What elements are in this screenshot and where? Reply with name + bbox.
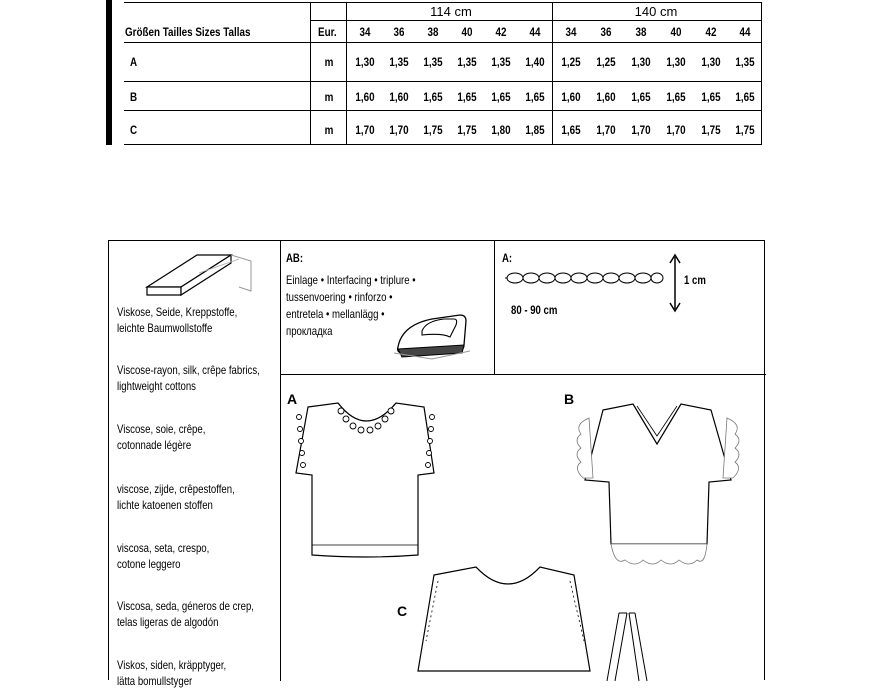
size-cell: 38 bbox=[635, 25, 647, 39]
value-cell: 1,35 bbox=[735, 55, 755, 69]
value-cell: 1,35 bbox=[491, 55, 511, 69]
rule bbox=[124, 2, 762, 3]
fabric-sv: Viskos, siden, kräpptyger, bbox=[117, 658, 227, 672]
fabric-en: lightweight cottons bbox=[117, 379, 196, 393]
trim-length: 80 - 90 cm bbox=[511, 303, 558, 317]
value-cell: 1,30 bbox=[701, 55, 721, 69]
size-cell: 36 bbox=[600, 25, 612, 39]
interfacing-line: прокладка bbox=[286, 324, 333, 338]
fabric-es: telas ligeras de algodón bbox=[117, 615, 219, 629]
value-cell: 1,35 bbox=[423, 55, 443, 69]
size-cell: 40 bbox=[461, 25, 473, 39]
value-cell: 1,65 bbox=[631, 90, 651, 104]
divider bbox=[280, 374, 766, 375]
fabric-fr: cotonnade légère bbox=[117, 438, 192, 452]
interfacing-line: tussenvoering • rinforzo • bbox=[286, 290, 393, 304]
value-cell: 1,25 bbox=[561, 55, 581, 69]
value-cell: 1,75 bbox=[423, 123, 443, 137]
divider bbox=[494, 241, 495, 374]
value-cell: 1,65 bbox=[457, 90, 477, 104]
fabric-es: Viscosa, seda, géneros de crep, bbox=[117, 599, 254, 613]
value-cell: 1,65 bbox=[423, 90, 443, 104]
size-cell: 42 bbox=[495, 25, 507, 39]
value-cell: 1,60 bbox=[596, 90, 616, 104]
rule bbox=[346, 2, 347, 144]
value-cell: 1,30 bbox=[631, 55, 651, 69]
value-cell: 1,70 bbox=[631, 123, 651, 137]
value-cell: 1,60 bbox=[355, 90, 375, 104]
interfacing-label: AB: bbox=[286, 251, 304, 265]
view-b-label: B bbox=[564, 391, 575, 407]
value-cell: 1,65 bbox=[525, 90, 545, 104]
size-cell: 44 bbox=[739, 25, 751, 39]
view-a-top-illustration bbox=[286, 399, 446, 565]
materials-panel bbox=[108, 240, 765, 688]
size-cell: 44 bbox=[529, 25, 541, 39]
size-cell: 34 bbox=[565, 25, 577, 39]
size-cell: 38 bbox=[427, 25, 439, 39]
height-arrow-icon bbox=[668, 253, 682, 313]
yardage-table bbox=[106, 0, 762, 145]
fabric-nl: viscose, zijde, crêpestoffen, bbox=[117, 482, 235, 496]
value-cell: 1,35 bbox=[457, 55, 477, 69]
unit-cell: m bbox=[324, 90, 334, 104]
value-cell: 1,65 bbox=[491, 90, 511, 104]
rule bbox=[552, 2, 553, 144]
eur-label: Eur. bbox=[318, 25, 337, 39]
size-cell: 34 bbox=[359, 25, 371, 39]
value-cell: 1,65 bbox=[701, 90, 721, 104]
rule bbox=[124, 110, 762, 111]
sizes-header: Größen Tailles Sizes Tallas bbox=[125, 25, 251, 39]
value-cell: 1,75 bbox=[457, 123, 477, 137]
divider bbox=[280, 241, 281, 681]
fabric-de: Viskose, Seide, Kreppstoffe, bbox=[117, 305, 238, 319]
value-cell: 1,80 bbox=[491, 123, 511, 137]
trim-label: A: bbox=[502, 251, 513, 265]
value-cell: 1,70 bbox=[596, 123, 616, 137]
iron-icon bbox=[392, 307, 472, 361]
fabric-de: leichte Baumwollstoffe bbox=[117, 321, 213, 335]
fabric-fr: Viscose, soie, crêpe, bbox=[117, 422, 206, 436]
size-cell: 40 bbox=[670, 25, 682, 39]
value-cell: 1,30 bbox=[355, 55, 375, 69]
rule bbox=[761, 2, 762, 144]
fabric-en: Viscose-rayon, silk, crêpe fabrics, bbox=[117, 363, 260, 377]
view-label: B bbox=[130, 90, 138, 104]
value-cell: 1,75 bbox=[701, 123, 721, 137]
fabric-it: cotone leggero bbox=[117, 557, 181, 571]
fabric-sv: lätta bomullstyger bbox=[117, 674, 193, 688]
value-cell: 1,60 bbox=[389, 90, 409, 104]
value-cell: 1,70 bbox=[666, 123, 686, 137]
value-cell: 1,70 bbox=[355, 123, 375, 137]
view-c-top-illustration bbox=[414, 561, 614, 681]
rule bbox=[124, 42, 762, 43]
view-c-label: C bbox=[397, 603, 408, 619]
fabric-bolt-icon bbox=[139, 247, 254, 302]
value-cell: 1,70 bbox=[389, 123, 409, 137]
value-cell: 1,65 bbox=[735, 90, 755, 104]
value-cell: 1,65 bbox=[561, 123, 581, 137]
rule bbox=[310, 20, 762, 21]
value-cell: 1,30 bbox=[666, 55, 686, 69]
view-b-top-illustration bbox=[571, 396, 746, 576]
view-label: A bbox=[130, 55, 138, 69]
size-cell: 42 bbox=[705, 25, 717, 39]
width-114-label: 114 cm bbox=[430, 4, 472, 19]
rule bbox=[310, 2, 311, 144]
unit-cell: m bbox=[324, 123, 334, 137]
value-cell: 1,35 bbox=[389, 55, 409, 69]
view-a-label: A bbox=[287, 391, 298, 407]
fabric-it: viscosa, seta, crespo, bbox=[117, 541, 210, 555]
interfacing-line: Einlage • Interfacing • triplure • bbox=[286, 273, 416, 287]
value-cell: 1,60 bbox=[561, 90, 581, 104]
value-cell: 1,40 bbox=[525, 55, 545, 69]
pompom-trim-icon bbox=[505, 266, 665, 290]
value-cell: 1,75 bbox=[735, 123, 755, 137]
value-cell: 1,25 bbox=[596, 55, 616, 69]
rule bbox=[124, 144, 762, 145]
interfacing-line: entretela • mellanlägg • bbox=[286, 307, 385, 321]
trim-height: 1 cm bbox=[684, 273, 706, 287]
size-cell: 36 bbox=[393, 25, 405, 39]
tie-belt-illustration bbox=[599, 611, 659, 681]
value-cell: 1,65 bbox=[666, 90, 686, 104]
unit-cell: m bbox=[324, 55, 334, 69]
table-left-bar bbox=[106, 0, 112, 145]
fabric-nl: lichte katoenen stoffen bbox=[117, 498, 213, 512]
width-140-label: 140 cm bbox=[634, 4, 678, 19]
view-label: C bbox=[130, 123, 138, 137]
value-cell: 1,85 bbox=[525, 123, 545, 137]
rule bbox=[124, 81, 762, 82]
